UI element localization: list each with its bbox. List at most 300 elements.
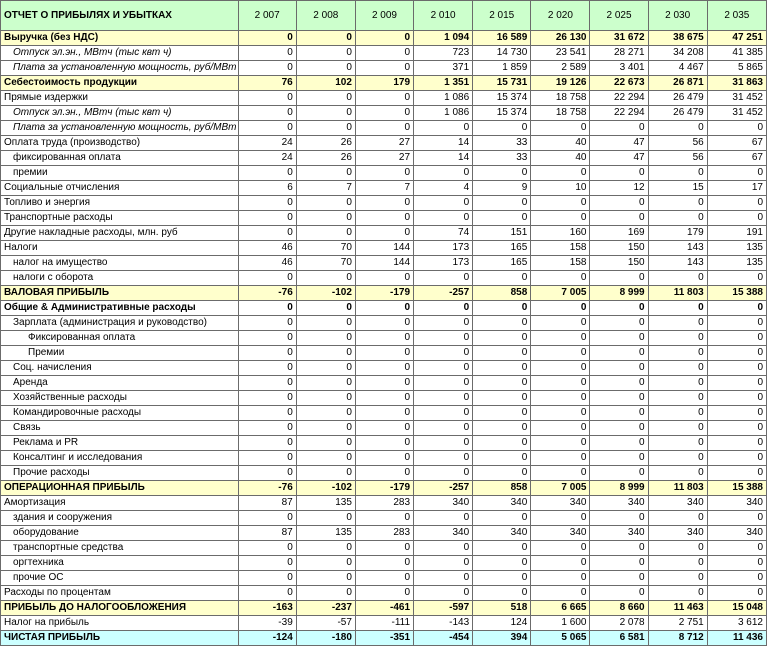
value-cell[interactable]: 15 388 — [707, 286, 766, 301]
value-cell[interactable]: 18 758 — [531, 106, 590, 121]
value-cell[interactable]: 70 — [296, 241, 355, 256]
value-cell[interactable]: 0 — [414, 271, 473, 286]
value-cell[interactable]: -179 — [355, 286, 413, 301]
value-cell[interactable]: 179 — [355, 76, 413, 91]
value-cell[interactable]: 169 — [590, 226, 648, 241]
value-cell[interactable]: 0 — [531, 391, 590, 406]
value-cell[interactable]: 0 — [414, 466, 473, 481]
value-cell[interactable]: 0 — [707, 196, 766, 211]
value-cell[interactable]: 11 803 — [648, 286, 707, 301]
value-cell[interactable]: 7 — [296, 181, 355, 196]
value-cell[interactable]: 0 — [355, 271, 413, 286]
value-cell[interactable]: 371 — [414, 61, 473, 76]
value-cell[interactable]: -257 — [414, 481, 473, 496]
value-cell[interactable]: 723 — [414, 46, 473, 61]
value-cell[interactable]: 0 — [414, 556, 473, 571]
year-header[interactable]: 2 009 — [355, 1, 413, 31]
value-cell[interactable]: 0 — [414, 451, 473, 466]
value-cell[interactable]: 0 — [296, 436, 355, 451]
value-cell[interactable]: 0 — [296, 586, 355, 601]
value-cell[interactable]: 0 — [414, 376, 473, 391]
value-cell[interactable]: 0 — [296, 541, 355, 556]
row-label-cell[interactable]: Реклама и PR — [1, 436, 239, 451]
value-cell[interactable]: 0 — [648, 376, 707, 391]
value-cell[interactable]: 0 — [238, 31, 296, 46]
value-cell[interactable]: 0 — [355, 541, 413, 556]
value-cell[interactable]: 40 — [531, 151, 590, 166]
value-cell[interactable]: 87 — [238, 526, 296, 541]
value-cell[interactable]: 0 — [531, 421, 590, 436]
value-cell[interactable]: 1 351 — [414, 76, 473, 91]
value-cell[interactable]: 0 — [355, 121, 413, 136]
value-cell[interactable]: -102 — [296, 481, 355, 496]
value-cell[interactable]: 0 — [473, 466, 531, 481]
value-cell[interactable]: 0 — [414, 586, 473, 601]
value-cell[interactable]: 0 — [296, 271, 355, 286]
row-label-cell[interactable]: Плата за установленную мощность, руб/МВт — [1, 121, 239, 136]
value-cell[interactable]: 0 — [296, 301, 355, 316]
value-cell[interactable]: 0 — [648, 556, 707, 571]
value-cell[interactable]: 160 — [531, 226, 590, 241]
value-cell[interactable]: 76 — [238, 76, 296, 91]
row-label-cell[interactable]: Связь — [1, 421, 239, 436]
table-title[interactable]: ОТЧЕТ О ПРИБЫЛЯХ И УБЫТКАХ — [1, 1, 239, 31]
value-cell[interactable]: 0 — [590, 271, 648, 286]
value-cell[interactable]: 15 374 — [473, 91, 531, 106]
value-cell[interactable]: 0 — [238, 586, 296, 601]
value-cell[interactable]: 0 — [238, 301, 296, 316]
value-cell[interactable]: 0 — [296, 106, 355, 121]
value-cell[interactable]: 0 — [355, 46, 413, 61]
value-cell[interactable]: 143 — [648, 241, 707, 256]
value-cell[interactable]: 0 — [590, 451, 648, 466]
row-label-cell[interactable]: Командировочные расходы — [1, 406, 239, 421]
value-cell[interactable]: 5 865 — [707, 61, 766, 76]
row-label-cell[interactable]: Аренда — [1, 376, 239, 391]
value-cell[interactable]: 0 — [355, 166, 413, 181]
value-cell[interactable]: 1 600 — [531, 616, 590, 631]
value-cell[interactable]: 0 — [238, 541, 296, 556]
value-cell[interactable]: 0 — [296, 361, 355, 376]
value-cell[interactable]: 0 — [238, 61, 296, 76]
value-cell[interactable]: 0 — [531, 121, 590, 136]
value-cell[interactable]: 0 — [648, 316, 707, 331]
value-cell[interactable]: 0 — [531, 406, 590, 421]
value-cell[interactable]: 191 — [707, 226, 766, 241]
value-cell[interactable]: 0 — [473, 316, 531, 331]
value-cell[interactable]: 0 — [473, 361, 531, 376]
value-cell[interactable]: 0 — [590, 556, 648, 571]
value-cell[interactable]: 0 — [296, 166, 355, 181]
value-cell[interactable]: 340 — [473, 496, 531, 511]
value-cell[interactable]: 0 — [296, 196, 355, 211]
row-label-cell[interactable]: Выручка (без НДС) — [1, 31, 239, 46]
value-cell[interactable]: 151 — [473, 226, 531, 241]
value-cell[interactable]: 0 — [238, 331, 296, 346]
value-cell[interactable]: 0 — [648, 466, 707, 481]
value-cell[interactable]: 47 — [590, 136, 648, 151]
value-cell[interactable]: 0 — [473, 571, 531, 586]
value-cell[interactable]: 0 — [590, 166, 648, 181]
value-cell[interactable]: -454 — [414, 631, 473, 646]
value-cell[interactable]: 0 — [414, 361, 473, 376]
value-cell[interactable]: 0 — [531, 346, 590, 361]
value-cell[interactable]: 27 — [355, 136, 413, 151]
year-header[interactable]: 2 007 — [238, 1, 296, 31]
value-cell[interactable]: 0 — [531, 436, 590, 451]
row-label-cell[interactable]: Отпуск эл.эн., МВтч (тыс квт ч) — [1, 46, 239, 61]
value-cell[interactable]: 27 — [355, 151, 413, 166]
value-cell[interactable]: 135 — [296, 496, 355, 511]
value-cell[interactable]: 0 — [473, 556, 531, 571]
value-cell[interactable]: 0 — [707, 211, 766, 226]
value-cell[interactable]: 1 094 — [414, 31, 473, 46]
value-cell[interactable]: 0 — [296, 121, 355, 136]
value-cell[interactable]: 0 — [531, 376, 590, 391]
value-cell[interactable]: 6 665 — [531, 601, 590, 616]
value-cell[interactable]: 0 — [707, 331, 766, 346]
value-cell[interactable]: 0 — [590, 211, 648, 226]
value-cell[interactable]: 0 — [473, 421, 531, 436]
value-cell[interactable]: 56 — [648, 136, 707, 151]
value-cell[interactable]: 0 — [296, 376, 355, 391]
value-cell[interactable]: 0 — [414, 331, 473, 346]
value-cell[interactable]: 0 — [590, 406, 648, 421]
value-cell[interactable]: 0 — [473, 586, 531, 601]
value-cell[interactable]: 283 — [355, 526, 413, 541]
value-cell[interactable]: 46 — [238, 241, 296, 256]
value-cell[interactable]: 0 — [296, 466, 355, 481]
value-cell[interactable]: 858 — [473, 481, 531, 496]
row-label-cell[interactable]: Премии — [1, 346, 239, 361]
value-cell[interactable]: 0 — [414, 301, 473, 316]
value-cell[interactable]: 0 — [648, 406, 707, 421]
value-cell[interactable]: 0 — [238, 361, 296, 376]
value-cell[interactable]: 158 — [531, 241, 590, 256]
value-cell[interactable]: 135 — [296, 526, 355, 541]
value-cell[interactable]: 0 — [590, 196, 648, 211]
value-cell[interactable]: 47 251 — [707, 31, 766, 46]
value-cell[interactable]: 0 — [355, 316, 413, 331]
value-cell[interactable]: 0 — [296, 316, 355, 331]
value-cell[interactable]: 158 — [531, 256, 590, 271]
value-cell[interactable]: 0 — [648, 391, 707, 406]
value-cell[interactable]: 6 581 — [590, 631, 648, 646]
value-cell[interactable]: 8 712 — [648, 631, 707, 646]
value-cell[interactable]: 0 — [590, 541, 648, 556]
value-cell[interactable]: 340 — [648, 496, 707, 511]
value-cell[interactable]: -124 — [238, 631, 296, 646]
row-label-cell[interactable]: ВАЛОВАЯ ПРИБЫЛЬ — [1, 286, 239, 301]
value-cell[interactable]: 0 — [648, 436, 707, 451]
value-cell[interactable]: 22 294 — [590, 91, 648, 106]
value-cell[interactable]: 0 — [238, 166, 296, 181]
value-cell[interactable]: -597 — [414, 601, 473, 616]
value-cell[interactable]: 87 — [238, 496, 296, 511]
value-cell[interactable]: 7 005 — [531, 286, 590, 301]
value-cell[interactable]: 56 — [648, 151, 707, 166]
value-cell[interactable]: 0 — [355, 91, 413, 106]
value-cell[interactable]: 0 — [648, 301, 707, 316]
value-cell[interactable]: 4 — [414, 181, 473, 196]
row-label-cell[interactable]: транспортные средства — [1, 541, 239, 556]
value-cell[interactable]: 7 — [355, 181, 413, 196]
value-cell[interactable]: 124 — [473, 616, 531, 631]
value-cell[interactable]: 74 — [414, 226, 473, 241]
value-cell[interactable]: 179 — [648, 226, 707, 241]
value-cell[interactable]: 15 048 — [707, 601, 766, 616]
value-cell[interactable]: 0 — [238, 226, 296, 241]
value-cell[interactable]: -180 — [296, 631, 355, 646]
row-label-cell[interactable]: Налоги — [1, 241, 239, 256]
row-label-cell[interactable]: Социальные отчисления — [1, 181, 239, 196]
value-cell[interactable]: 0 — [296, 391, 355, 406]
value-cell[interactable]: 0 — [707, 571, 766, 586]
value-cell[interactable]: 31 452 — [707, 106, 766, 121]
value-cell[interactable]: 0 — [648, 586, 707, 601]
value-cell[interactable]: 0 — [238, 451, 296, 466]
value-cell[interactable]: 67 — [707, 151, 766, 166]
value-cell[interactable]: 0 — [531, 196, 590, 211]
value-cell[interactable]: 0 — [296, 451, 355, 466]
value-cell[interactable]: 0 — [296, 346, 355, 361]
value-cell[interactable]: 34 208 — [648, 46, 707, 61]
row-label-cell[interactable]: Хозяйственные расходы — [1, 391, 239, 406]
value-cell[interactable]: 0 — [707, 121, 766, 136]
value-cell[interactable]: 144 — [355, 241, 413, 256]
value-cell[interactable]: 0 — [473, 541, 531, 556]
value-cell[interactable]: -39 — [238, 616, 296, 631]
value-cell[interactable]: 0 — [355, 556, 413, 571]
value-cell[interactable]: 0 — [707, 346, 766, 361]
row-label-cell[interactable]: Налог на прибыль — [1, 616, 239, 631]
value-cell[interactable]: 0 — [414, 316, 473, 331]
value-cell[interactable]: 1 086 — [414, 91, 473, 106]
value-cell[interactable]: 0 — [473, 406, 531, 421]
value-cell[interactable]: -143 — [414, 616, 473, 631]
value-cell[interactable]: 24 — [238, 136, 296, 151]
value-cell[interactable]: 0 — [707, 451, 766, 466]
value-cell[interactable]: 0 — [707, 316, 766, 331]
value-cell[interactable]: 0 — [238, 466, 296, 481]
value-cell[interactable]: 0 — [590, 586, 648, 601]
value-cell[interactable]: 0 — [473, 271, 531, 286]
row-label-cell[interactable]: оборудование — [1, 526, 239, 541]
value-cell[interactable]: 2 751 — [648, 616, 707, 631]
value-cell[interactable]: 135 — [707, 241, 766, 256]
value-cell[interactable]: -179 — [355, 481, 413, 496]
value-cell[interactable]: -461 — [355, 601, 413, 616]
value-cell[interactable]: 0 — [707, 376, 766, 391]
value-cell[interactable]: 0 — [355, 586, 413, 601]
value-cell[interactable]: 5 065 — [531, 631, 590, 646]
value-cell[interactable]: 4 467 — [648, 61, 707, 76]
value-cell[interactable]: 165 — [473, 256, 531, 271]
value-cell[interactable]: 0 — [355, 361, 413, 376]
row-label-cell[interactable]: ЧИСТАЯ ПРИБЫЛЬ — [1, 631, 239, 646]
value-cell[interactable]: 0 — [414, 511, 473, 526]
value-cell[interactable]: 0 — [355, 511, 413, 526]
value-cell[interactable]: 340 — [707, 496, 766, 511]
value-cell[interactable]: 0 — [590, 376, 648, 391]
value-cell[interactable]: 0 — [707, 511, 766, 526]
row-label-cell[interactable]: налог на имущество — [1, 256, 239, 271]
row-label-cell[interactable]: здания и сооружения — [1, 511, 239, 526]
value-cell[interactable]: 0 — [590, 511, 648, 526]
value-cell[interactable]: 0 — [531, 361, 590, 376]
row-label-cell[interactable]: Прочие расходы — [1, 466, 239, 481]
row-label-cell[interactable]: оргтехника — [1, 556, 239, 571]
value-cell[interactable]: 11 803 — [648, 481, 707, 496]
value-cell[interactable]: 26 130 — [531, 31, 590, 46]
value-cell[interactable]: 0 — [531, 511, 590, 526]
value-cell[interactable]: 0 — [296, 406, 355, 421]
value-cell[interactable]: 0 — [355, 301, 413, 316]
value-cell[interactable]: 143 — [648, 256, 707, 271]
value-cell[interactable]: 0 — [355, 106, 413, 121]
value-cell[interactable]: 0 — [648, 421, 707, 436]
value-cell[interactable]: 518 — [473, 601, 531, 616]
value-cell[interactable]: 0 — [238, 391, 296, 406]
value-cell[interactable]: 0 — [531, 556, 590, 571]
value-cell[interactable]: 0 — [414, 571, 473, 586]
value-cell[interactable]: 2 078 — [590, 616, 648, 631]
value-cell[interactable]: 0 — [707, 421, 766, 436]
row-label-cell[interactable]: Оплата труда (производство) — [1, 136, 239, 151]
value-cell[interactable]: 26 — [296, 151, 355, 166]
value-cell[interactable]: 0 — [296, 211, 355, 226]
value-cell[interactable]: 0 — [707, 166, 766, 181]
value-cell[interactable]: 0 — [590, 436, 648, 451]
value-cell[interactable]: 0 — [355, 61, 413, 76]
row-label-cell[interactable]: Другие накладные расходы, млн. руб — [1, 226, 239, 241]
value-cell[interactable]: 15 374 — [473, 106, 531, 121]
value-cell[interactable]: 0 — [296, 61, 355, 76]
value-cell[interactable]: 0 — [590, 346, 648, 361]
value-cell[interactable]: 0 — [238, 436, 296, 451]
value-cell[interactable]: 0 — [355, 391, 413, 406]
value-cell[interactable]: 0 — [296, 421, 355, 436]
value-cell[interactable]: 0 — [648, 166, 707, 181]
value-cell[interactable]: 6 — [238, 181, 296, 196]
value-cell[interactable]: 0 — [648, 346, 707, 361]
value-cell[interactable]: 9 — [473, 181, 531, 196]
row-label-cell[interactable]: Топливо и энергия — [1, 196, 239, 211]
value-cell[interactable]: 0 — [414, 436, 473, 451]
value-cell[interactable]: 0 — [531, 466, 590, 481]
value-cell[interactable]: 0 — [473, 211, 531, 226]
year-header[interactable]: 2 015 — [473, 1, 531, 31]
value-cell[interactable]: -76 — [238, 286, 296, 301]
value-cell[interactable]: 0 — [238, 211, 296, 226]
value-cell[interactable]: 0 — [414, 121, 473, 136]
value-cell[interactable]: 0 — [473, 376, 531, 391]
row-label-cell[interactable]: налоги с оборота — [1, 271, 239, 286]
value-cell[interactable]: 26 871 — [648, 76, 707, 91]
value-cell[interactable]: 340 — [414, 496, 473, 511]
value-cell[interactable]: 0 — [238, 421, 296, 436]
value-cell[interactable]: 0 — [473, 436, 531, 451]
value-cell[interactable]: 0 — [590, 331, 648, 346]
value-cell[interactable]: 0 — [707, 406, 766, 421]
value-cell[interactable]: 150 — [590, 241, 648, 256]
value-cell[interactable]: 0 — [355, 226, 413, 241]
row-label-cell[interactable]: Прямые издержки — [1, 91, 239, 106]
value-cell[interactable]: 3 612 — [707, 616, 766, 631]
value-cell[interactable]: 22 294 — [590, 106, 648, 121]
value-cell[interactable]: 0 — [414, 421, 473, 436]
value-cell[interactable]: 70 — [296, 256, 355, 271]
value-cell[interactable]: 0 — [531, 301, 590, 316]
value-cell[interactable]: 0 — [473, 391, 531, 406]
value-cell[interactable]: 15 388 — [707, 481, 766, 496]
value-cell[interactable]: 340 — [531, 526, 590, 541]
value-cell[interactable]: 15 731 — [473, 76, 531, 91]
year-header[interactable]: 2 035 — [707, 1, 766, 31]
value-cell[interactable]: -237 — [296, 601, 355, 616]
value-cell[interactable]: 0 — [355, 376, 413, 391]
value-cell[interactable]: 2 589 — [531, 61, 590, 76]
value-cell[interactable]: 0 — [414, 406, 473, 421]
row-label-cell[interactable]: премии — [1, 166, 239, 181]
value-cell[interactable]: 0 — [414, 541, 473, 556]
value-cell[interactable]: 11 436 — [707, 631, 766, 646]
year-header[interactable]: 2 020 — [531, 1, 590, 31]
value-cell[interactable]: 67 — [707, 136, 766, 151]
value-cell[interactable]: 0 — [238, 196, 296, 211]
value-cell[interactable]: 0 — [473, 166, 531, 181]
value-cell[interactable]: 0 — [531, 331, 590, 346]
value-cell[interactable]: 135 — [707, 256, 766, 271]
value-cell[interactable]: -102 — [296, 286, 355, 301]
value-cell[interactable]: 0 — [531, 166, 590, 181]
value-cell[interactable]: 0 — [238, 91, 296, 106]
value-cell[interactable]: 31 672 — [590, 31, 648, 46]
value-cell[interactable]: 0 — [707, 586, 766, 601]
value-cell[interactable]: 0 — [355, 31, 413, 46]
value-cell[interactable]: 0 — [590, 391, 648, 406]
value-cell[interactable]: 0 — [473, 301, 531, 316]
value-cell[interactable]: 0 — [531, 541, 590, 556]
year-header[interactable]: 2 010 — [414, 1, 473, 31]
value-cell[interactable]: 26 479 — [648, 106, 707, 121]
value-cell[interactable]: 0 — [296, 91, 355, 106]
value-cell[interactable]: 0 — [238, 271, 296, 286]
value-cell[interactable]: 3 401 — [590, 61, 648, 76]
value-cell[interactable]: 0 — [238, 406, 296, 421]
value-cell[interactable]: 340 — [590, 526, 648, 541]
value-cell[interactable]: 14 — [414, 136, 473, 151]
value-cell[interactable]: 0 — [707, 466, 766, 481]
value-cell[interactable]: 150 — [590, 256, 648, 271]
value-cell[interactable]: 0 — [707, 361, 766, 376]
value-cell[interactable]: 10 — [531, 181, 590, 196]
row-label-cell[interactable]: Зарплата (администрация и руководство) — [1, 316, 239, 331]
value-cell[interactable]: 16 589 — [473, 31, 531, 46]
value-cell[interactable]: 0 — [414, 346, 473, 361]
row-label-cell[interactable]: ОПЕРАЦИОННАЯ ПРИБЫЛЬ — [1, 481, 239, 496]
value-cell[interactable]: 8 999 — [590, 481, 648, 496]
value-cell[interactable]: -351 — [355, 631, 413, 646]
value-cell[interactable]: 340 — [414, 526, 473, 541]
value-cell[interactable]: 46 — [238, 256, 296, 271]
value-cell[interactable]: 0 — [473, 511, 531, 526]
value-cell[interactable]: 0 — [296, 331, 355, 346]
value-cell[interactable]: 23 541 — [531, 46, 590, 61]
value-cell[interactable]: 11 463 — [648, 601, 707, 616]
value-cell[interactable]: 0 — [648, 451, 707, 466]
value-cell[interactable]: 19 126 — [531, 76, 590, 91]
